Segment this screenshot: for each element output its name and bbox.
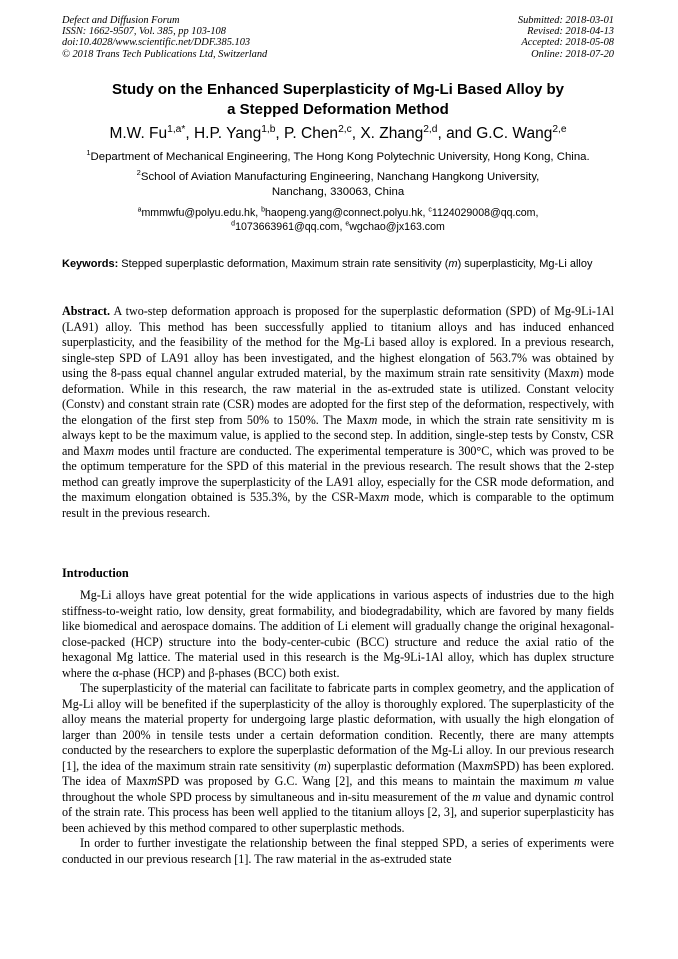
paper-title [62, 80, 614, 120]
paragraph-text: The superplasticity of the material can facilitate to fabricate parts in complex geometry, and the application of Mg-Li alloy will be benefited if the superplasticity of the alloy is thoroughly explored. The superplasticity of the alloy means the material property for undergoing large plastic deformation, with usually the high elongation of larger than 200% in tensile tests under a certain deformation condition. Recently, there are many attempts conducted by the researchers to explore the superplastic deformation of the Mg-Li alloy. In our previous research [1], the idea of the maximum strain rate sensitivity ( [62, 681, 614, 773]
journal-copyright: © 2018 Trans Tech Publications Ltd, Switzerland [62, 48, 268, 60]
keywords-text: Stepped superplastic deformation, Maximum strain rate sensitivity ( [118, 258, 449, 270]
author-separator: , [351, 125, 361, 142]
keywords-label: Keywords: [62, 258, 119, 270]
author [109, 125, 185, 142]
submission-dates [518, 15, 614, 60]
paragraph-text: value and dynamic control of the strain rate. This process has been well applied to the titanium alloys [2, 3], and superior superplasticity has been achieved by this method compared to other superplastic methods. [62, 789, 614, 835]
date-submitted: Submitted: 2018-03-01 [517, 15, 614, 26]
author-separator: , [275, 125, 285, 142]
author-name: G.C. Wang [476, 125, 553, 142]
affiliation-1 [62, 150, 614, 165]
author [476, 125, 566, 142]
author [194, 125, 275, 142]
email-mark: e [345, 220, 350, 228]
paragraph-text: SPD was proposed by G.C. Wang [2], and this means to maintain the maximum [157, 774, 575, 788]
author-list [62, 124, 614, 144]
m-symbol: m [484, 758, 494, 773]
m-symbol: m [472, 789, 481, 804]
paragraph: In order to further investigate the relationship between the final stepped SPD, a series of experiments were conducted in our previous research [1]. The raw material in the as-extruded state [62, 836, 614, 866]
author-affil-mark: 2,c [338, 123, 352, 135]
paragraph-text: SPD) has been explored. The idea of Max [62, 758, 614, 788]
journal-issn: ISSN: 1662-9507, Vol. 385, pp 103-108 [62, 26, 226, 38]
journal-name: Defect and Diffusion Forum [62, 15, 180, 26]
abstract-text: mode, which is comparable to the optimum result in the previous research. [62, 490, 614, 520]
email-line [62, 206, 614, 220]
abstract-text: modes until fracture are conducted. The experimental temperature is 300°C, which was proved to be the optimum temperature for the SPD of this material in the previous research. The result shows that the 2-step method can greatly improve the superplasticity of the LA91 alloy, especially for the CSR mode deformation, and the maximum elongation obtained is 535.3%, by the CSR-Max [62, 443, 614, 504]
author-affil-mark: 1,b [261, 123, 276, 135]
author-separator: , and [437, 125, 477, 142]
paragraph-text: value throughout the whole SPD process by simultaneous and in-situ measurement of the [62, 774, 614, 804]
abstract-text: mode, in which the strain rate sensitivity m is always kept to be the maximum value, is applied to the second step. In addition, single-step tests by Constv, CSR and Max [62, 412, 615, 458]
keywords-text: ) superplasticity, Mg-Li alloy [457, 258, 593, 270]
email-address[interactable]: 1073663961@qq.com [235, 221, 340, 233]
abstract-text: ) mode deformation. While in this research, the raw material in the as-extruded state is utilized. Constant velocity (Constv) and constant strain rate (CSR) modes are adopted for the first step of the deformation, respectively, with the elongation of the first step from 50% to 150%. The Max [62, 366, 614, 427]
abstract-label: Abstract. [62, 304, 111, 318]
date-revised: Revised: 2018-04-13 [527, 26, 614, 38]
email-separator: , [339, 221, 346, 233]
email-address[interactable]: haopeng.yang@connect.polyu.hk [265, 207, 423, 219]
title-line: a Stepped Deformation Method [227, 101, 449, 118]
affiliation-text: School of Aviation Manufacturing Engineering, Nanchang Hangkong University, [140, 171, 540, 183]
author-affil-mark: 2,d [423, 123, 438, 135]
m-symbol: m [574, 774, 583, 788]
abstract [62, 304, 614, 521]
email-separator: , [535, 207, 539, 219]
affiliation-2 [62, 170, 614, 200]
author [284, 125, 352, 142]
m-symbol: m [105, 443, 115, 458]
abstract-text: A two-step deformation approach is proposed for the superplastic deformation (SPD) of Mg-9Li-1Al (LA91) alloy. This method has been successfully applied to titanium alloys and has induced enhanced superplasticity, and the feasibility of the method for the Mg-Li based alloy is explored. In a previous research, single-step SPD of LA91 alloy has been investigated, and the highest elongation of 563.7% was obtained by using the 8-pass equal channel angular extruded material, by the maximum strain rate sensitivity (Max [62, 304, 614, 380]
email-separator: , [255, 207, 262, 219]
journal-doi[interactable]: doi:10.4028/www.scientific.net/DDF.385.103 [62, 37, 251, 49]
email-address[interactable]: mmmwfu@polyu.edu.hk [141, 207, 256, 219]
date-accepted: Accepted: 2018-05-08 [521, 37, 614, 49]
author-name: X. Zhang [360, 125, 424, 142]
affiliation-text: Department of Mechanical Engineering, The Hong Kong Polytechnic University, Hong Kong, China. [90, 151, 590, 163]
affiliation-line [62, 170, 614, 185]
keywords-m-symbol: m [448, 258, 458, 270]
email-separator: , [422, 207, 429, 219]
m-symbol: m [368, 412, 378, 427]
m-symbol: m [570, 366, 580, 380]
email-mark: a [137, 206, 142, 214]
paragraph [62, 681, 614, 836]
affiliation-line: Nanchang, 330063, China [271, 186, 405, 198]
author-name: P. Chen [284, 125, 339, 142]
email-address[interactable]: 1124029008@qq.com [431, 207, 536, 219]
email-mark: d [231, 220, 236, 228]
section-heading: Introduction [62, 566, 129, 580]
email-list [62, 206, 614, 234]
email-address[interactable]: wgchao@jx163.com [349, 221, 445, 233]
author [360, 125, 437, 142]
author-name: M.W. Fu [109, 125, 168, 142]
title-line: Study on the Enhanced Superplasticity of Mg-Li Based Alloy by [112, 81, 564, 98]
m-symbol: m [148, 774, 158, 788]
email-mark: c [428, 206, 432, 214]
affiliation-mark: 1 [86, 148, 91, 158]
email-mark: b [261, 206, 266, 214]
author-affil-mark: 1,a* [167, 123, 186, 135]
keywords [62, 257, 614, 272]
author-name: H.P. Yang [193, 125, 262, 142]
author-separator: , [185, 125, 194, 142]
email-line [62, 220, 614, 234]
affiliation-mark: 2 [136, 168, 141, 178]
date-online: Online: 2018-07-20 [531, 48, 614, 60]
m-symbol: m [318, 758, 327, 773]
author-affil-mark: 2,e [552, 123, 567, 135]
introduction-body [62, 588, 614, 867]
paragraph-text: ) superplastic deformation (Max [326, 758, 485, 773]
journal-info [62, 15, 267, 60]
paragraph: Mg-Li alloys have great potential for the wide applications in various aspects of industries due to the high stiffness-to-weight ratio, low density, great formability, and biodegradability, which are favored by many fields like biomedical and aerospace domains. The addition of Li element will gradually change the original hexagonal-close-packed (HCP) structure into the body-center-cubic (BCC) structure and reduce the axial ratio of the hexagonal Mg lattice. The material used in this research is the Mg-9Li-1Al alloy, which has duplex structure where the α-phase (HCP) and β-phases (BCC) both exist. [62, 588, 614, 680]
m-symbol: m [380, 490, 390, 504]
